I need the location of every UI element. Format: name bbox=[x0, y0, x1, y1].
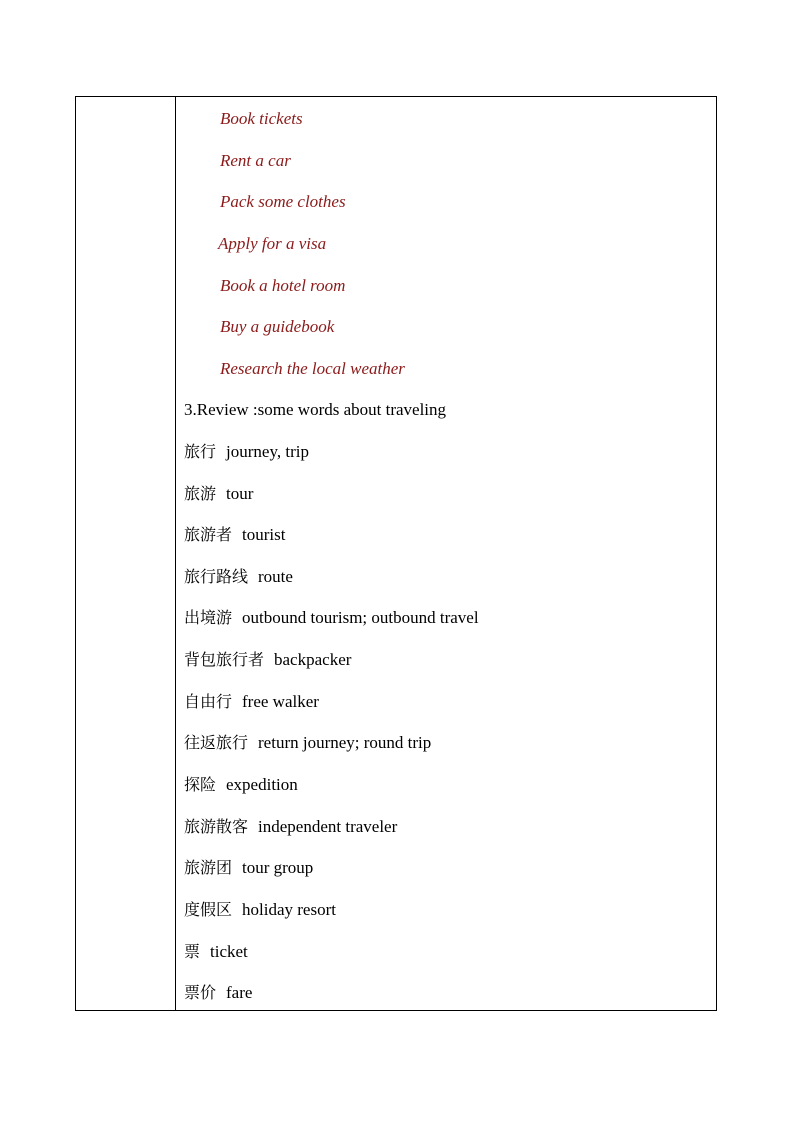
vocab-english: route bbox=[258, 567, 293, 586]
vocab-item bbox=[184, 650, 351, 670]
vocab-chinese: 往返旅行 bbox=[184, 733, 249, 752]
vocab-english: tour bbox=[226, 484, 254, 503]
vocab-chinese: 旅游团 bbox=[184, 858, 233, 877]
vocab-chinese: 票价 bbox=[184, 983, 217, 1002]
vocab-item bbox=[184, 525, 285, 545]
vocab-chinese: 旅行路线 bbox=[184, 567, 249, 586]
vocab-english: return journey; round trip bbox=[258, 733, 432, 752]
vocab-english: independent traveler bbox=[258, 817, 398, 836]
vocab-item bbox=[184, 692, 319, 712]
vocab-item bbox=[184, 817, 397, 837]
vocab-english: tour group bbox=[242, 858, 314, 877]
task-item-book-tickets: Book tickets bbox=[220, 109, 303, 128]
vocab-item bbox=[184, 733, 431, 753]
vocab-chinese: 度假区 bbox=[184, 900, 233, 919]
vocab-chinese: 自由行 bbox=[184, 692, 233, 711]
task-item-book-hotel: Book a hotel room bbox=[220, 276, 346, 295]
vocab-english: ticket bbox=[210, 942, 248, 961]
vocab-english: free walker bbox=[242, 692, 319, 711]
task-item-buy-guidebook: Buy a guidebook bbox=[220, 317, 335, 336]
vocab-english: journey, trip bbox=[226, 442, 309, 461]
task-item-research-weather: Research the local weather bbox=[220, 359, 405, 378]
vocab-chinese: 旅游者 bbox=[184, 525, 233, 544]
vocab-english: holiday resort bbox=[242, 900, 336, 919]
vocab-english: tourist bbox=[242, 525, 286, 544]
task-item-pack-clothes: Pack some clothes bbox=[220, 192, 346, 211]
vocab-item bbox=[184, 567, 293, 587]
vocab-item bbox=[184, 484, 253, 504]
vocab-english: outbound tourism; outbound travel bbox=[242, 608, 479, 627]
vocab-english: backpacker bbox=[274, 650, 352, 669]
vocab-chinese: 旅行 bbox=[184, 442, 217, 461]
vocab-item bbox=[184, 983, 252, 1003]
task-item-apply-visa: Apply for a visa bbox=[218, 234, 327, 253]
lesson-table bbox=[75, 96, 717, 1011]
vocab-chinese: 背包旅行者 bbox=[184, 650, 265, 669]
table-left-column bbox=[76, 97, 176, 1010]
vocab-item bbox=[184, 942, 248, 962]
vocab-english: fare bbox=[226, 983, 253, 1002]
vocab-chinese: 探险 bbox=[184, 775, 217, 794]
table-right-column bbox=[176, 97, 716, 1010]
vocab-item bbox=[184, 900, 336, 920]
review-heading: 3.Review :some words about traveling bbox=[184, 400, 447, 419]
vocab-item bbox=[184, 775, 298, 795]
vocab-item bbox=[184, 442, 309, 462]
task-item-rent-car: Rent a car bbox=[220, 151, 291, 170]
vocab-item bbox=[184, 608, 479, 628]
vocab-english: expedition bbox=[226, 775, 298, 794]
vocab-item bbox=[184, 858, 313, 878]
vocab-chinese: 旅游散客 bbox=[184, 817, 249, 836]
vocab-chinese: 出境游 bbox=[184, 608, 233, 627]
vocab-chinese: 票 bbox=[184, 942, 201, 961]
vocab-chinese: 旅游 bbox=[184, 484, 217, 503]
